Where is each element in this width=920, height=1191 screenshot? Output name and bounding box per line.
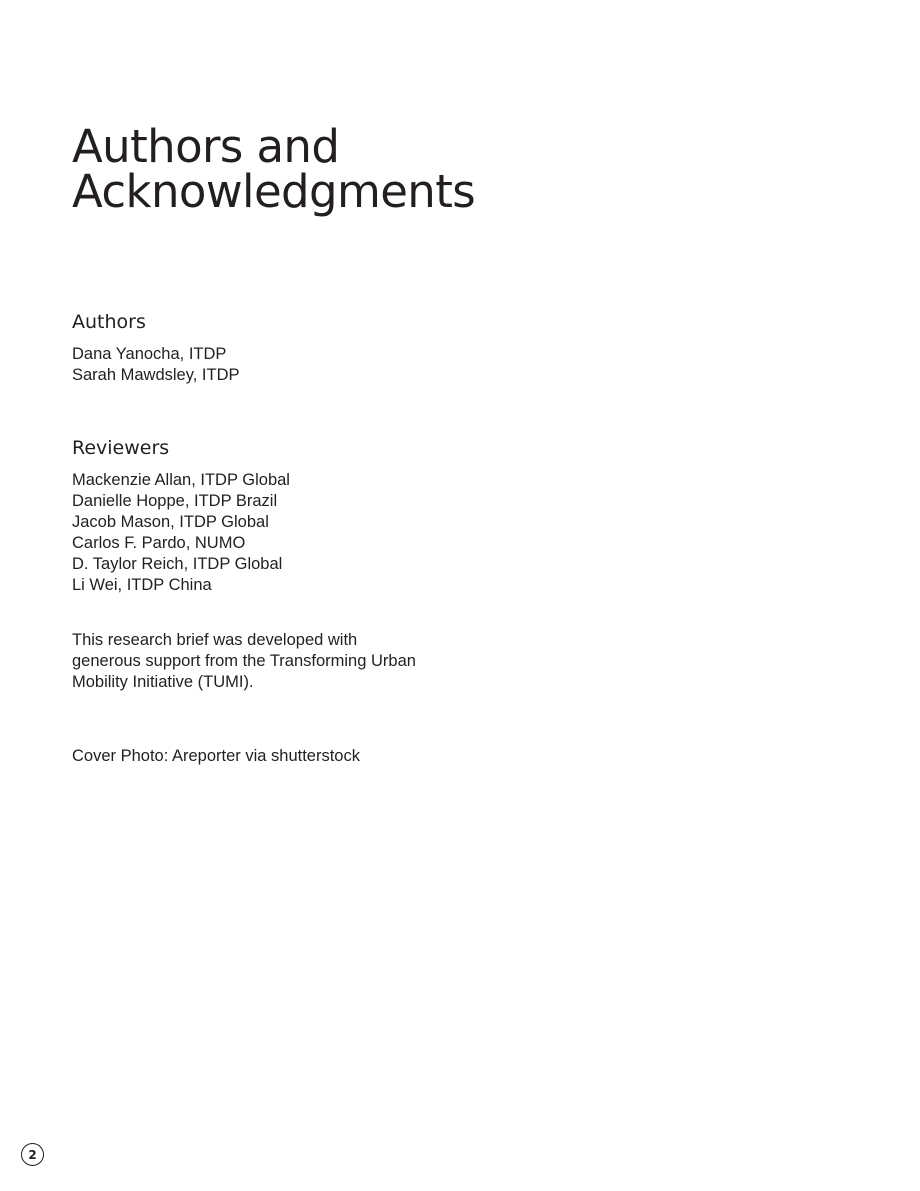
authors-list xyxy=(72,344,240,386)
page-title-line-2: Acknowledgments xyxy=(72,165,476,218)
reviewers-heading: Reviewers xyxy=(72,437,170,459)
page-number-badge xyxy=(21,1143,44,1166)
support-note-line: Mobility Initiative (TUMI). xyxy=(72,673,254,691)
page-number: 2 xyxy=(28,1147,37,1162)
cover-photo-credit xyxy=(72,746,360,767)
support-note-line: This research brief was developed with xyxy=(72,631,358,649)
page-title xyxy=(72,120,476,218)
reviewer-name: Jacob Mason, ITDP Global xyxy=(72,513,269,531)
reviewer-name: Carlos F. Pardo, NUMO xyxy=(72,534,246,552)
cover-photo-credit-text: Cover Photo: Areporter via shutterstock xyxy=(72,747,360,765)
reviewers-list xyxy=(72,470,290,596)
support-note-line: generous support from the Transforming Urban xyxy=(72,652,416,670)
author-name: Sarah Mawdsley, ITDP xyxy=(72,366,240,384)
author-name: Dana Yanocha, ITDP xyxy=(72,345,227,363)
reviewer-name: Mackenzie Allan, ITDP Global xyxy=(72,471,290,489)
page-title-line-1: Authors and xyxy=(72,120,340,173)
support-note xyxy=(72,630,416,693)
reviewer-name: Danielle Hoppe, ITDP Brazil xyxy=(72,492,278,510)
reviewer-name: Li Wei, ITDP China xyxy=(72,576,212,594)
reviewer-name: D. Taylor Reich, ITDP Global xyxy=(72,555,283,573)
authors-heading: Authors xyxy=(72,311,146,333)
